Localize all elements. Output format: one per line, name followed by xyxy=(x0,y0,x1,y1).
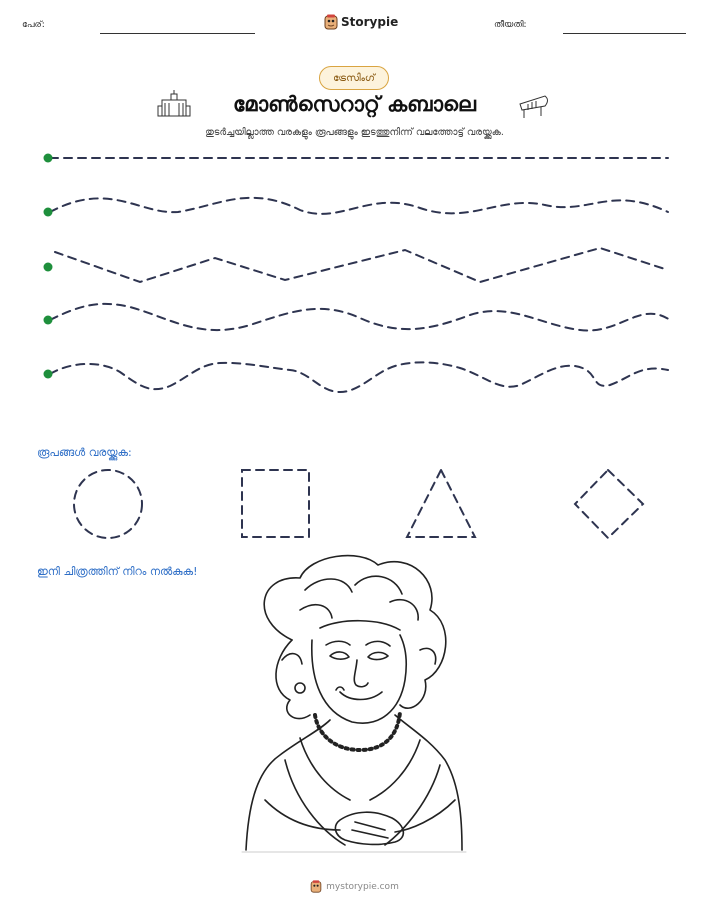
footer xyxy=(0,880,709,893)
footer-url[interactable]: mystorypie.com xyxy=(326,881,399,892)
coloring-label: ഇനി ചിത്രത്തിന് നിറം നൽകുക! xyxy=(37,565,198,578)
brand-name: Storypie xyxy=(341,15,399,29)
footer-logo-icon xyxy=(310,880,322,893)
tracing-badge: ട്രേസിംഗ് xyxy=(319,66,389,90)
date-label: തീയതി: xyxy=(494,20,527,30)
shapes-label: രൂപങ്ങൾ വരയ്ക്കുക: xyxy=(37,446,132,459)
name-label: പേര്: xyxy=(22,20,45,30)
page-title: മോൺസെറാറ്റ് കബാലെ xyxy=(233,92,476,116)
instructions: തുടർച്ചയില്ലാത്ത വരകളും രൂപങ്ങളും ഇടത്തുനിന്ന് വലത്തോട്ട് വരയ്ക്കുക. xyxy=(205,127,504,138)
